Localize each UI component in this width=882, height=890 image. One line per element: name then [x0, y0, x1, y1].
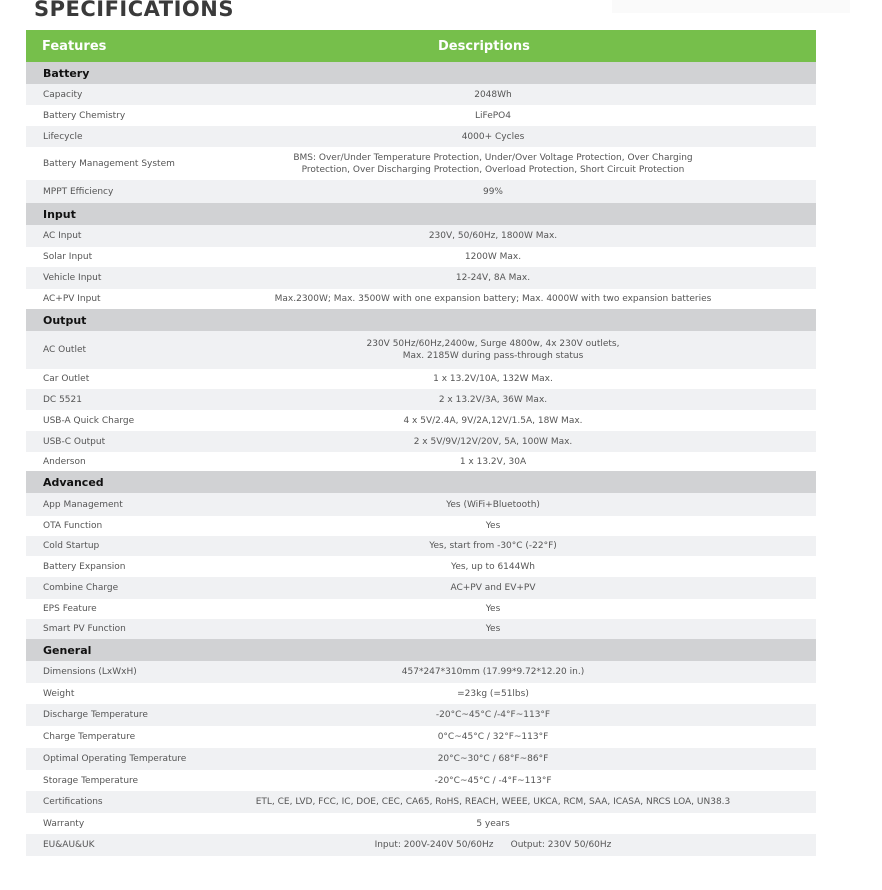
table-body	[26, 62, 816, 856]
feature-label: Lifecycle	[43, 131, 83, 142]
feature-description: BMS: Over/Under Temperature Protection, Under/Over Voltage Protection, Over Charging Protection, Over Discharging Protection, Overload Protection, Short Circuit Protection	[293, 152, 693, 175]
table-row	[26, 726, 816, 748]
table-row	[26, 225, 816, 247]
feature-description: 4 x 5V/2.4A, 9V/2A,12V/1.5A, 18W Max.	[403, 415, 583, 426]
feature-label: Car Outlet	[43, 374, 90, 384]
feature-description: -20°C~45°C / -4°F~113°F	[434, 775, 552, 786]
feature-label: App Management	[43, 499, 123, 510]
section-header-advanced: Advanced	[26, 471, 816, 493]
feature-description: Input: 200V-240V 50/60Hz Output: 230V 50/60Hz	[374, 840, 612, 850]
section-header-general: General	[26, 639, 816, 661]
feature-label: Dimensions (LxWxH)	[43, 667, 137, 677]
feature-label: EPS Feature	[43, 604, 97, 614]
section-header-output: Output	[26, 309, 816, 331]
section-header-input: Input	[26, 203, 816, 225]
feature-label: Optimal Operating Temperature	[43, 754, 187, 764]
feature-label: USB-C Output	[43, 436, 106, 447]
feature-label: Weight	[43, 688, 75, 699]
feature-label: USB-A Quick Charge	[43, 415, 135, 426]
feature-label: MPPT Efficiency	[43, 186, 114, 197]
table-row	[26, 599, 816, 619]
feature-description: 457*247*310mm (17.99*9.72*12.20 in.)	[401, 667, 585, 677]
feature-description: 230V 50Hz/60Hz,2400w, Surge 4800w, 4x 230V outlets, Max. 2185W during pass-through status	[366, 339, 620, 361]
table-row	[26, 834, 816, 856]
table-row	[26, 536, 816, 556]
feature-description: 4000+ Cycles	[461, 131, 525, 142]
feature-description: Yes	[485, 521, 501, 531]
feature-description: -20°C~45°C /-4°F~113°F	[435, 710, 551, 720]
table-row	[26, 791, 816, 813]
feature-label: Storage Temperature	[43, 775, 139, 786]
table-row	[26, 289, 816, 309]
feature-label: Solar Input	[43, 252, 93, 262]
feature-label: Combine Charge	[43, 583, 119, 593]
table-row	[26, 683, 816, 704]
feature-label: EU&AU&UK	[43, 840, 95, 850]
feature-description: 12-24V, 8A Max.	[455, 273, 531, 283]
feature-label: Anderson	[43, 456, 86, 467]
table-row	[26, 556, 816, 577]
feature-description: LiFePO4	[475, 110, 511, 121]
table-row	[26, 770, 816, 791]
table-row	[26, 267, 816, 289]
table-header	[26, 30, 816, 62]
table-row	[26, 105, 816, 126]
table-row	[26, 369, 816, 389]
feature-label: Smart PV Function	[43, 624, 126, 634]
feature-description: 1200W Max.	[464, 252, 522, 262]
feature-label: Warranty	[43, 818, 85, 829]
feature-label: AC+PV Input	[43, 294, 101, 304]
feature-label: OTA Function	[43, 521, 103, 531]
table-row	[26, 147, 816, 180]
table-row	[26, 577, 816, 599]
table-row	[26, 516, 816, 536]
feature-label: Vehicle Input	[43, 273, 102, 283]
feature-description: 230V, 50/60Hz, 1800W Max.	[428, 231, 558, 241]
feature-description: 2048Wh	[474, 89, 512, 100]
table-row	[26, 247, 816, 267]
table-row	[26, 493, 816, 516]
feature-description: Yes, up to 6144Wh	[451, 561, 535, 572]
feature-description: 5 years	[476, 818, 510, 829]
feature-description: Yes, start from -30°C (-22°F)	[429, 541, 557, 551]
header-descriptions: Descriptions	[438, 38, 530, 54]
feature-description: ETL, CE, LVD, FCC, IC, DOE, CEC, CA65, RoHS, REACH, WEEE, UKCA, RCM, SAA, ICASA, NRCS LOA, UN38.3	[255, 797, 731, 807]
feature-label: Capacity	[43, 89, 83, 100]
table-row	[26, 748, 816, 770]
feature-description: Yes	[485, 604, 501, 614]
table-row	[26, 180, 816, 203]
feature-description: 1 x 13.2V/10A, 132W Max.	[433, 374, 553, 384]
feature-label: Battery Chemistry	[43, 110, 126, 121]
feature-description: 1 x 13.2V, 30A	[459, 456, 527, 467]
top-decoration	[612, 0, 850, 13]
table-row	[26, 661, 816, 683]
feature-label: AC Input	[43, 231, 82, 241]
table-row	[26, 619, 816, 639]
table-row	[26, 452, 816, 471]
table-row	[26, 704, 816, 726]
feature-label: Charge Temperature	[43, 732, 136, 742]
feature-label: Battery Management System	[43, 158, 175, 169]
feature-description: 2 x 5V/9V/12V/20V, 5A, 100W Max.	[413, 436, 573, 447]
feature-label: DC 5521	[43, 394, 82, 405]
feature-label: Battery Expansion	[43, 561, 126, 572]
feature-description: Max.2300W; Max. 3500W with one expansion battery; Max. 4000W with two expansion batteries	[274, 294, 712, 304]
page-title: SPECIFICATIONS	[34, 0, 234, 21]
feature-label: Cold Startup	[43, 541, 100, 551]
table-row	[26, 126, 816, 147]
header-features: Features	[42, 38, 107, 54]
feature-description: Yes (WiFi+Bluetooth)	[446, 499, 540, 510]
table-row	[26, 84, 816, 105]
table-row	[26, 331, 816, 369]
feature-label: Certifications	[43, 797, 103, 807]
feature-description: AC+PV and EV+PV	[450, 583, 536, 593]
feature-description: 20°C~30°C / 68°F~86°F	[437, 754, 549, 764]
table-row	[26, 813, 816, 834]
spec-table	[26, 30, 816, 856]
feature-description: =23kg (=51lbs)	[457, 688, 529, 699]
feature-label: AC Outlet	[43, 345, 87, 355]
feature-label: Discharge Temperature	[43, 710, 148, 720]
feature-description: Yes	[485, 624, 501, 634]
table-row	[26, 410, 816, 431]
feature-description: 2 x 13.2V/3A, 36W Max.	[438, 394, 548, 405]
section-header-battery: Battery	[26, 62, 816, 84]
feature-description: 0°C~45°C / 32°F~113°F	[437, 732, 549, 742]
table-row	[26, 389, 816, 410]
table-row	[26, 431, 816, 452]
feature-description: 99%	[482, 186, 503, 197]
